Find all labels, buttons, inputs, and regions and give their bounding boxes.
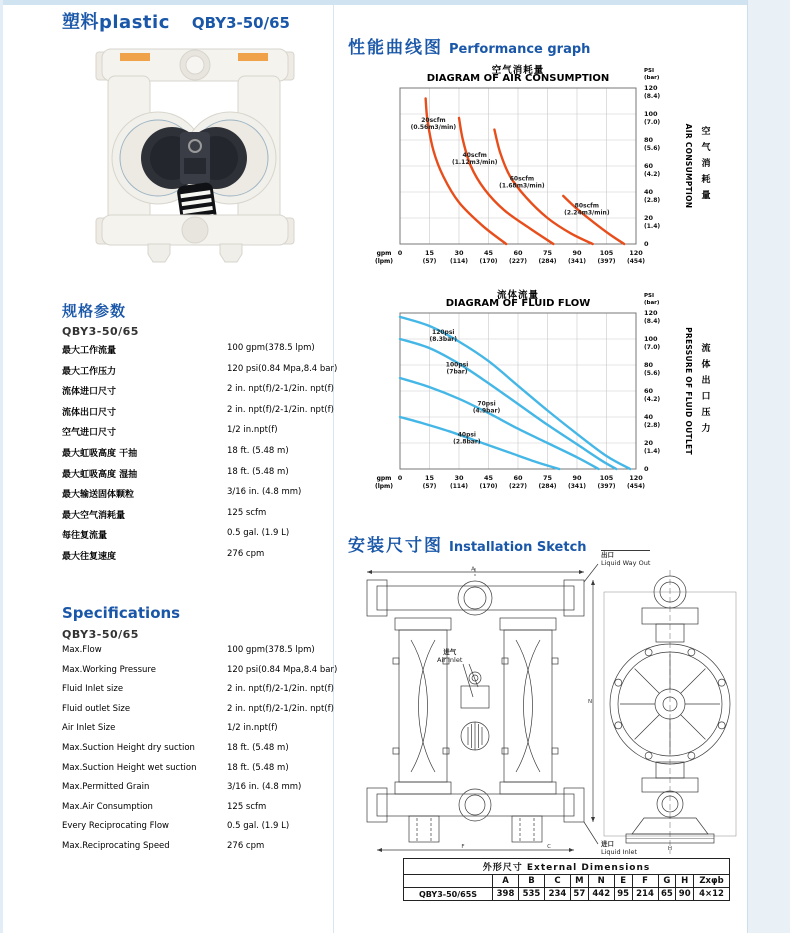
spec-row — [62, 763, 334, 783]
performance-heading-en: Performance graph — [449, 42, 591, 57]
spec-row — [62, 405, 334, 426]
spec-row — [62, 363, 338, 385]
spec-row — [62, 684, 334, 704]
spec-row-label: Max.Suction Height wet suction — [62, 762, 197, 773]
svg-text:45: 45 — [483, 249, 494, 257]
svg-text:75: 75 — [542, 249, 553, 257]
liquid-outlet-label-cn: 出口 — [601, 551, 614, 559]
svg-text:(57): (57) — [422, 258, 437, 265]
spec-row-value: 125 scfm — [227, 801, 267, 812]
svg-text:40psi: 40psi — [457, 431, 477, 439]
fluid-flow-chart — [345, 287, 747, 507]
spec-row-label: 每往复流量 — [62, 531, 108, 542]
dimensions-table-title: 外形尺寸 External Dimensions — [404, 859, 730, 875]
spec-row-label: 流体出口尺寸 — [62, 407, 117, 418]
svg-text:(bar): (bar) — [644, 75, 660, 81]
dim-col-n: N — [588, 875, 614, 888]
svg-text:40: 40 — [644, 188, 654, 196]
svg-text:口: 口 — [701, 392, 711, 402]
page-title-cn: 塑料plastic — [62, 12, 170, 33]
svg-text:A: A — [471, 566, 475, 573]
spec-row-value: 2 in. npt(f)/2-1/2in. npt(f) — [227, 384, 334, 395]
dim-a: 398 — [493, 888, 519, 901]
svg-text:15: 15 — [424, 474, 435, 482]
svg-text:压: 压 — [701, 408, 711, 418]
svg-text:30: 30 — [454, 474, 464, 482]
fluid-chart-title-cn: 流体流量 — [496, 290, 539, 301]
svg-text:0: 0 — [397, 249, 403, 257]
svg-text:(2.8): (2.8) — [644, 422, 661, 429]
svg-text:PSI: PSI — [644, 293, 655, 299]
spec-row-label: 最大往复速度 — [62, 551, 117, 562]
svg-text:60: 60 — [513, 249, 523, 257]
liquid-outlet-label — [601, 550, 650, 567]
spec-row — [62, 508, 334, 529]
spec-row-label: Fluid Inlet size — [62, 684, 124, 695]
spec-row-label: Max.Air Consumption — [62, 801, 153, 812]
svg-text:(341): (341) — [567, 258, 587, 265]
svg-text:(4.2): (4.2) — [644, 396, 661, 403]
svg-text:(lpm): (lpm) — [374, 483, 394, 490]
svg-text:0: 0 — [397, 474, 403, 482]
svg-text:(284): (284) — [538, 258, 557, 265]
svg-text:20scfm: 20scfm — [421, 116, 446, 124]
spec-row-label: Max.Flow — [62, 645, 102, 655]
dim-g: 65 — [658, 888, 676, 901]
spec-row — [62, 384, 334, 405]
spec-row-label: 最大虹吸高度 干抽 — [62, 448, 138, 459]
page-title-model: QBY3-50/65 — [191, 14, 290, 32]
svg-text:100: 100 — [644, 110, 658, 118]
svg-text:(57): (57) — [422, 483, 437, 490]
spec-row-value: 120 psi(0.84 Mpa,8.4 bar) — [227, 363, 338, 374]
svg-text:90: 90 — [572, 249, 582, 257]
spec-row-label: 最大工作压力 — [62, 366, 117, 377]
svg-text:C: C — [547, 844, 551, 850]
svg-text:75: 75 — [542, 474, 553, 482]
spec-row — [62, 425, 334, 446]
spec-row-value: 18 ft. (5.48 m) — [227, 742, 289, 753]
svg-text:(1.4): (1.4) — [644, 223, 661, 230]
dim-col-a: A — [493, 875, 519, 888]
spec-row — [62, 743, 334, 763]
svg-text:105: 105 — [599, 249, 614, 257]
spec-row — [62, 704, 334, 724]
svg-text:(4.2): (4.2) — [644, 171, 661, 178]
svg-text:(1.68m3/min): (1.68m3/min) — [499, 182, 545, 190]
air-chart-title-en: DIAGRAM OF AIR CONSUMPTION — [426, 73, 610, 84]
performance-heading-cn: 性能曲线图 — [348, 38, 443, 58]
svg-text:80: 80 — [644, 361, 654, 369]
spec-row-label: Every Reciprocating Flow — [62, 821, 170, 832]
pump-photo — [86, 32, 304, 264]
svg-text:F: F — [461, 844, 465, 850]
svg-text:(7bar): (7bar) — [446, 368, 468, 376]
dim-col-f: F — [632, 875, 658, 888]
svg-text:(227): (227) — [508, 483, 528, 490]
svg-text:(8.3bar): (8.3bar) — [429, 335, 457, 343]
svg-text:120: 120 — [644, 309, 658, 317]
dimensions-table-data-row — [404, 888, 730, 901]
spec-row-value: 1/2 in.npt(f) — [227, 723, 278, 734]
svg-text:N: N — [587, 699, 593, 705]
svg-text:(7.0): (7.0) — [644, 344, 661, 351]
svg-text:出: 出 — [701, 376, 711, 386]
svg-text:(1.12m3/min): (1.12m3/min) — [451, 158, 498, 166]
svg-text:(170): (170) — [479, 483, 498, 490]
fluid-chart-title-en: DIAGRAM OF FLUID FLOW — [445, 298, 591, 309]
svg-text:60scfm: 60scfm — [509, 175, 535, 183]
spec-row-value: 276 cpm — [227, 840, 265, 851]
dim-col-zxb: Zxφb — [694, 875, 730, 888]
svg-text:(397): (397) — [597, 258, 616, 265]
spec-row-value: 18 ft. (5.48 m) — [227, 445, 289, 456]
air-inlet-label — [437, 648, 462, 664]
svg-text:(170): (170) — [479, 258, 498, 265]
svg-text:30: 30 — [454, 249, 464, 257]
liquid-inlet-label-cn: 进口 — [601, 840, 614, 848]
spec-row — [62, 802, 334, 822]
dimensions-table-header-row — [404, 875, 730, 888]
svg-text:(bar): (bar) — [644, 300, 660, 306]
svg-text:45: 45 — [483, 474, 494, 482]
svg-text:90: 90 — [572, 474, 582, 482]
svg-text:100: 100 — [644, 335, 658, 343]
spec-row-value: 100 gpm(378.5 lpm) — [227, 645, 315, 655]
svg-text:AIR CONSUMPTION: AIR CONSUMPTION — [684, 123, 693, 209]
dim-zxb: 4×12 — [694, 888, 730, 901]
dim-col-m: M — [570, 875, 588, 888]
dim-col-c: C — [544, 875, 570, 888]
svg-text:(227): (227) — [508, 258, 528, 265]
svg-text:(2.24m3/min): (2.24m3/min) — [564, 209, 610, 217]
spec-row-label: 空气进口尺寸 — [62, 428, 117, 439]
svg-text:消: 消 — [701, 159, 711, 169]
svg-text:(0.56m3/min): (0.56m3/min) — [410, 123, 457, 131]
spec-row-label: Max.Reciprocating Speed — [62, 840, 170, 851]
spec-row — [62, 343, 334, 364]
svg-text:(2.8): (2.8) — [644, 197, 661, 204]
svg-text:(8.4): (8.4) — [644, 93, 661, 100]
svg-text:80scfm: 80scfm — [574, 202, 600, 210]
spec-row — [62, 467, 334, 488]
svg-text:40: 40 — [644, 413, 654, 421]
specs-cn-model: QBY3-50/65 — [62, 325, 139, 338]
spec-row — [62, 782, 334, 802]
svg-text:105: 105 — [599, 474, 614, 482]
svg-text:(341): (341) — [567, 483, 587, 490]
svg-text:体: 体 — [701, 360, 711, 370]
spec-row-value: 125 scfm — [227, 507, 267, 518]
page-right-margin — [747, 0, 790, 933]
svg-text:80: 80 — [644, 136, 654, 144]
svg-text:(7.0): (7.0) — [644, 119, 661, 126]
spec-row-value: 3/16 in. (4.8 mm) — [227, 487, 302, 498]
spec-row-value: 18 ft. (5.48 m) — [227, 466, 289, 477]
dim-f: 214 — [632, 888, 658, 901]
spec-row-value: 276 cpm — [227, 548, 265, 559]
spec-row-value: 0.5 gal. (1.9 L) — [227, 821, 290, 832]
spec-row-label: Air Inlet Size — [62, 723, 116, 734]
svg-text:(454): (454) — [626, 483, 646, 490]
performance-heading — [348, 33, 590, 58]
specs-cn-table — [62, 343, 338, 570]
spec-row-value: 3/16 in. (4.8 mm) — [227, 782, 302, 793]
sketch-leader-lines — [345, 556, 745, 856]
svg-text:20: 20 — [644, 439, 654, 447]
dim-e: 95 — [614, 888, 632, 901]
dim-m: 57 — [570, 888, 588, 901]
dim-model: QBY3-50/65S — [404, 888, 493, 901]
svg-text:(2.8bar): (2.8bar) — [453, 438, 481, 446]
svg-text:空: 空 — [701, 127, 711, 137]
air-inlet-label-cn: 进气 — [443, 648, 457, 656]
spec-row-value: 2 in. npt(f)/2-1/2in. npt(f) — [227, 404, 334, 415]
svg-text:气: 气 — [701, 143, 711, 153]
svg-text:120psi: 120psi — [432, 328, 455, 336]
dim-col-blank — [404, 875, 493, 888]
svg-text:15: 15 — [424, 249, 435, 257]
svg-text:40scfm: 40scfm — [462, 151, 487, 159]
spec-row-value: 0.5 gal. (1.9 L) — [227, 528, 290, 539]
liquid-inlet-label-en: Liquid Inlet — [601, 848, 638, 857]
spec-row-value: 2 in. npt(f)/2-1/2in. npt(f) — [227, 703, 334, 714]
specs-en-heading: Specifications — [62, 604, 181, 622]
spec-row — [62, 549, 334, 570]
svg-text:PSI: PSI — [644, 68, 655, 74]
svg-text:gpm: gpm — [376, 250, 392, 257]
spec-row-label: Max.Suction Height dry suction — [62, 742, 195, 753]
spec-row — [62, 528, 334, 549]
dim-h: 90 — [676, 888, 694, 901]
page-title — [62, 8, 290, 34]
svg-text:流: 流 — [701, 344, 711, 354]
dim-col-g: G — [658, 875, 676, 888]
svg-text:耗: 耗 — [701, 175, 711, 185]
spec-row — [62, 487, 334, 508]
dim-col-e: E — [614, 875, 632, 888]
specs-cn-heading: 规格参数 — [62, 302, 127, 320]
installation-heading-cn: 安装尺寸图 — [348, 536, 443, 556]
spec-row-label: 最大空气消耗量 — [62, 510, 126, 521]
svg-text:力: 力 — [701, 424, 711, 434]
svg-text:量: 量 — [701, 191, 711, 201]
svg-text:(114): (114) — [449, 483, 469, 490]
spec-row-label: 最大虹吸高度 湿抽 — [62, 469, 138, 480]
specs-en-model: QBY3-50/65 — [62, 628, 139, 641]
svg-text:20: 20 — [644, 214, 654, 222]
svg-text:(1.4): (1.4) — [644, 448, 661, 455]
svg-text:120: 120 — [629, 474, 643, 482]
svg-text:60: 60 — [644, 162, 654, 170]
svg-text:(5.6): (5.6) — [644, 370, 661, 377]
svg-text:60: 60 — [644, 387, 654, 395]
spec-row-value: 2 in. npt(f)/2-1/2in. npt(f) — [227, 684, 334, 695]
liquid-outlet-label-en: Liquid Way Out — [601, 559, 651, 568]
svg-text:120: 120 — [644, 84, 658, 92]
spec-row — [62, 664, 338, 685]
svg-text:100psi: 100psi — [445, 361, 469, 369]
specs-en-table — [62, 645, 338, 861]
spec-row-value: 120 psi(0.84 Mpa,8.4 bar) — [227, 664, 338, 675]
svg-text:0: 0 — [644, 240, 649, 248]
svg-text:0: 0 — [644, 465, 649, 473]
dim-col-b: B — [518, 875, 544, 888]
spec-row — [62, 446, 334, 467]
dim-b: 535 — [518, 888, 544, 901]
svg-text:(114): (114) — [449, 258, 469, 265]
dim-col-h: H — [676, 875, 694, 888]
dim-n: 442 — [588, 888, 614, 901]
external-dimensions-table — [403, 858, 730, 901]
svg-text:(397): (397) — [597, 483, 616, 490]
svg-text:(8.4): (8.4) — [644, 318, 661, 325]
spec-row-label: Max.Working Pressure — [62, 664, 156, 675]
spec-row-label: 流体进口尺寸 — [62, 387, 117, 398]
svg-text:120: 120 — [629, 249, 643, 257]
spec-row — [62, 821, 334, 841]
air-consumption-chart — [345, 62, 747, 282]
svg-text:gpm: gpm — [376, 475, 392, 482]
svg-text:(4.9bar): (4.9bar) — [472, 407, 501, 415]
liquid-inlet-label — [601, 840, 637, 856]
svg-text:(284): (284) — [538, 483, 557, 490]
svg-text:70psi: 70psi — [477, 400, 496, 408]
dim-c: 234 — [544, 888, 570, 901]
air-inlet-label-en: Air Inlet — [437, 656, 463, 665]
spec-row — [62, 841, 334, 861]
spec-row-label: Fluid outlet Size — [62, 703, 131, 714]
svg-text:PRESSURE OF FLUID OUTLET: PRESSURE OF FLUID OUTLET — [684, 327, 693, 455]
spec-row-label: Max.Permitted Grain — [62, 782, 150, 793]
svg-text:(lpm): (lpm) — [374, 258, 394, 265]
spec-row-label: 最大工作流量 — [62, 346, 117, 356]
svg-text:(5.6): (5.6) — [644, 145, 661, 152]
air-chart-title-cn: 空气消耗量 — [491, 65, 545, 76]
spec-row — [62, 723, 334, 743]
spec-row-label: 最大输送固体颗粒 — [62, 490, 135, 501]
page-top-border — [0, 0, 790, 5]
installation-heading-en: Installation Sketch — [449, 540, 587, 555]
svg-text:H: H — [667, 846, 673, 852]
svg-text:60: 60 — [513, 474, 523, 482]
spec-row — [62, 645, 334, 665]
svg-text:(454): (454) — [626, 258, 646, 265]
installation-sketch — [345, 551, 745, 857]
spec-row-value: 18 ft. (5.48 m) — [227, 762, 289, 773]
installation-heading — [348, 531, 587, 556]
page-left-border — [0, 0, 3, 933]
spec-row-value: 1/2 in.npt(f) — [227, 425, 278, 436]
spec-row-value: 100 gpm(378.5 lpm) — [227, 343, 315, 353]
